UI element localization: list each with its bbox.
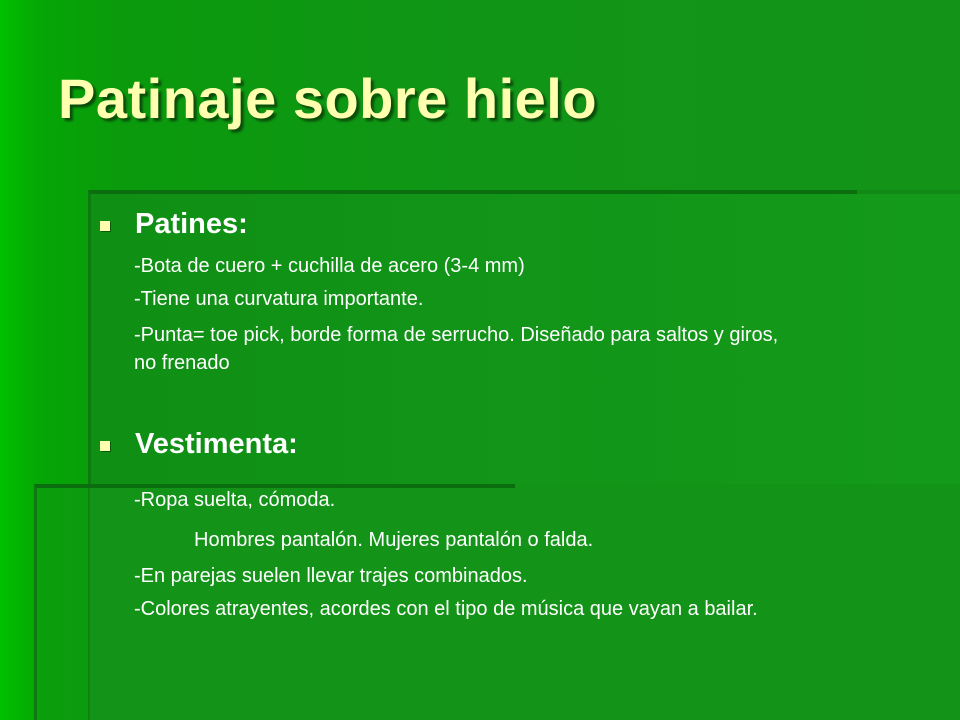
section-heading: Vestimenta: bbox=[135, 428, 298, 460]
section-line: -Ropa suelta, cómoda. bbox=[134, 489, 336, 511]
section-heading: Patines: bbox=[135, 208, 248, 240]
section-line: -Tiene una curvatura importante. bbox=[134, 288, 424, 310]
section-line: Hombres pantalón. Mujeres pantalón o falda. bbox=[194, 529, 594, 551]
slide-title: Patinaje sobre hielo bbox=[58, 67, 598, 130]
section-line: -Bota de cuero + cuchilla de acero (3-4 mm) bbox=[134, 255, 525, 277]
bullet-square-icon bbox=[100, 221, 110, 231]
section-line: -Colores atrayentes, acordes con el tipo de música que vayan a bailar. bbox=[134, 598, 758, 620]
section-line: -En parejas suelen llevar trajes combinados. bbox=[134, 565, 528, 587]
section-line: no frenado bbox=[134, 352, 230, 374]
section-line: -Punta= toe pick, borde forma de serrucho. Diseñado para saltos y giros, bbox=[134, 324, 779, 346]
bullet-square-icon bbox=[100, 441, 110, 451]
